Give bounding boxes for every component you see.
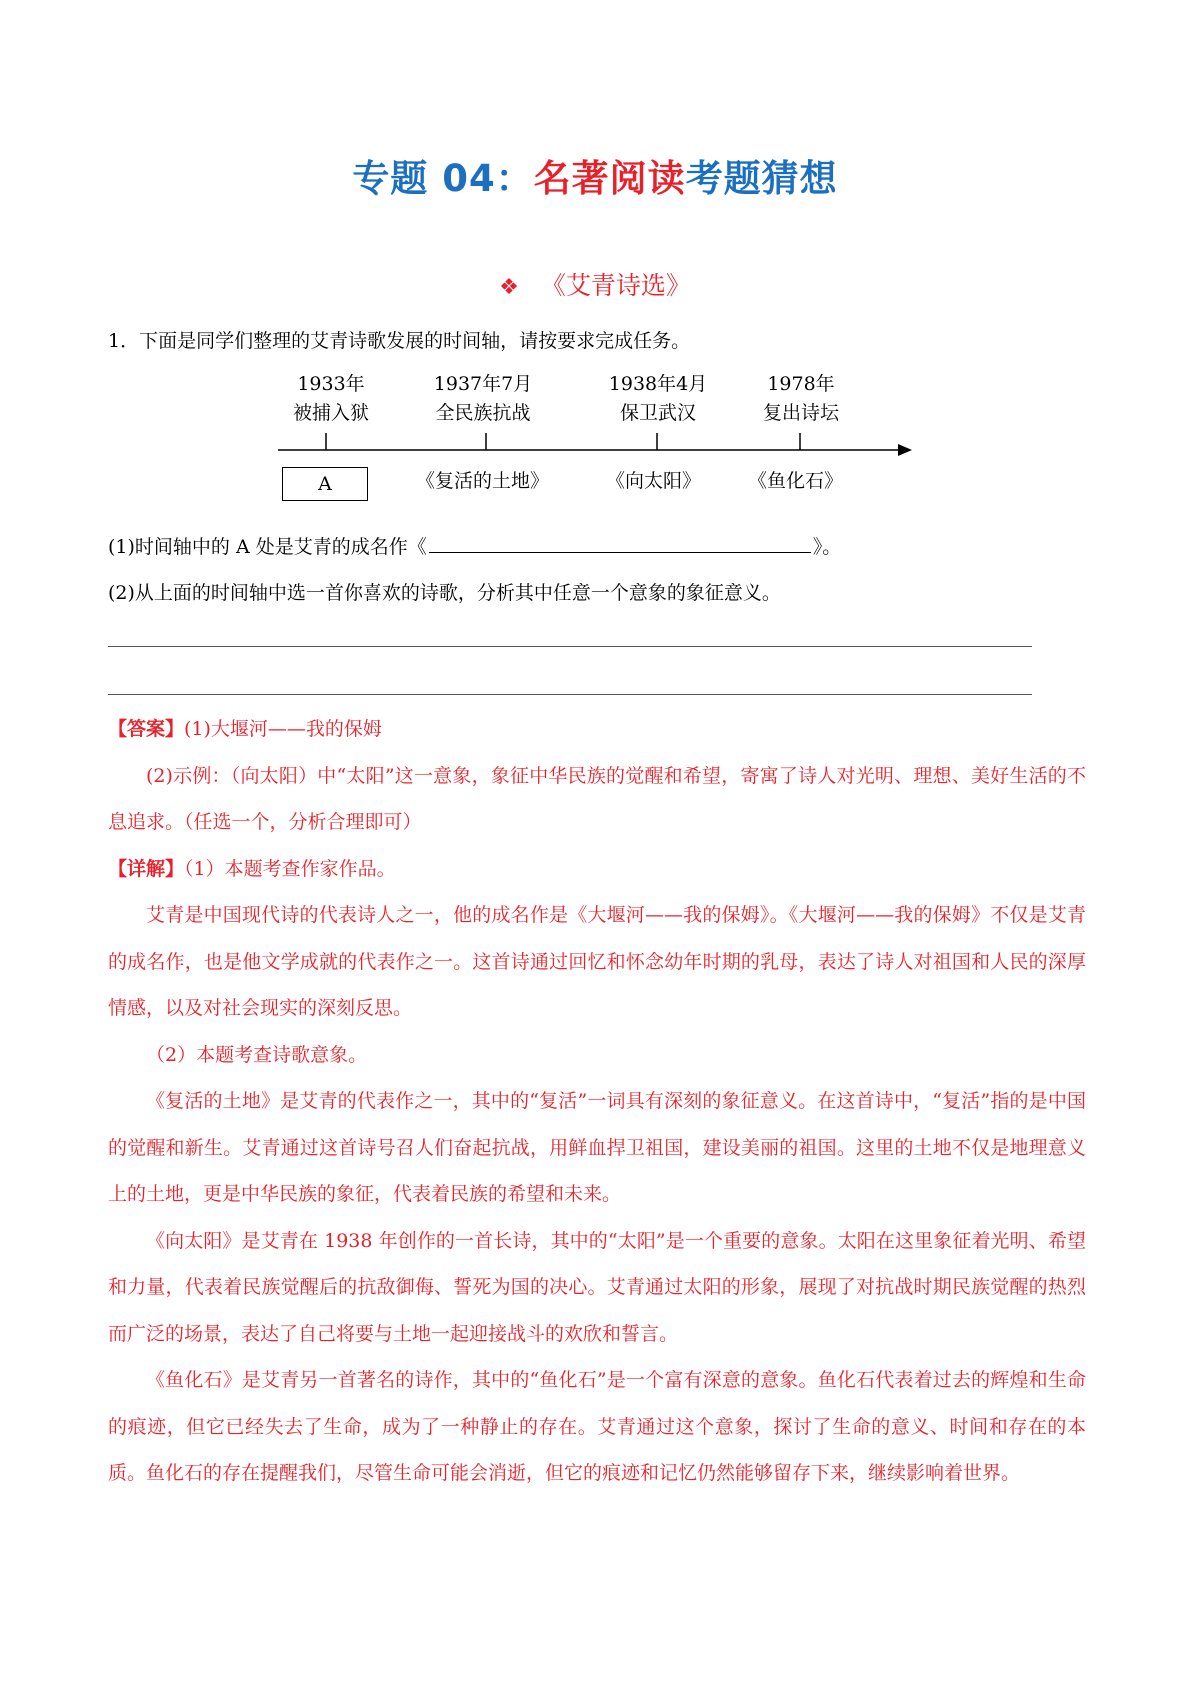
section-name: 《艾青诗选》 [540,271,691,300]
answer-label: 【答案】 [108,718,185,740]
timeline-event-3: 保卫武汉 [619,402,696,424]
timeline-poem-3: 《向太阳》 [606,470,702,492]
explain-p2: 艾青是中国现代诗的代表诗人之一，他的成名作是《大堰河——我的保姆》。《大堰河——我的保姆》不仅是艾青的成名作，也是他文学成就的代表作之一。这首诗通过回忆和怀念幼年时期的乳母，表达了诗人对祖国和人民的深厚情感，以及对社会现实的深刻反思。 [108,904,1086,1019]
timeline-poem-2: 《复活的土地》 [416,470,550,492]
sub-question-2: (2)从上面的时间轴中选一首你喜欢的诗歌，分析其中任意一个意象的象征意义。 [108,582,781,604]
timeline-label-3 [594,370,722,428]
explain-label: 【详解】 [108,857,185,880]
page-title [0,148,1190,202]
timeline-label-4 [738,370,864,428]
diamond-icon: ❖ [499,275,519,300]
timeline-event-1: 被捕入狱 [292,402,369,424]
answer-line-1[interactable] [108,646,1032,647]
explain-p4: 《复活的土地》是艾青的代表作之一，其中的“复活”一词具有深刻的象征意义。在这首诗中，“复活”指的是中国的觉醒和新生。艾青通过这首诗号召人们奋起抗战，用鲜血捍卫祖国，建设美丽的祖国。这里的土地不仅是地理意义上的土地，更是中华民族的象征，代表着民族的希望和未来。 [108,1090,1086,1205]
sub-question-1-tail: 》。 [812,536,842,558]
timeline-event-2: 全民族抗战 [435,402,531,424]
question-stem: 1．下面是同学们整理的艾青诗歌发展的时间轴，请按要求完成任务。 [108,330,691,352]
answer-blank[interactable] [429,534,811,553]
timeline-year-4: 1978年 [767,373,835,395]
timeline-year-3: 1938年4月 [608,373,708,395]
timeline-arrow-icon [898,444,912,456]
explain-p1: （1）本题考查作家作品。 [184,857,396,880]
timeline-label-2 [418,370,548,428]
explain-p6: 《鱼化石》是艾青另一首著名的诗作，其中的“鱼化石”是一个富有深意的意象。鱼化石代表着过去的辉煌和生命的痕迹，但它已经失去了生命，成为了一种静止的存在。艾青通过这个意象，探讨了生命的意义、时间和存在的本质。鱼化石的存在提醒我们，尽管生命可能会消逝，但它的痕迹和记忆仍然能够留存下来，继续影响着世界。 [108,1369,1086,1484]
answer-1: (1)大堰河——我的保姆 [184,718,382,740]
timeline-poem-4: 《鱼化石》 [748,470,844,492]
explain-p3: （2）本题考查诗歌意象。 [146,1043,368,1066]
explain-p5: 《向太阳》是艾青在 1938 年创作的一首长诗，其中的“太阳”是一个重要的意象。太阳在这里象征着光明、希望和力量，代表着民族觉醒后的抗敌御侮、誓死为国的决心。艾青通过太阳的形象，展现了对抗战时期民族觉醒的热烈而广泛的场景，表达了自己将要与土地一起迎接战斗的欢欣和誓言。 [108,1229,1086,1345]
timeline-label-1 [268,370,394,428]
timeline-poem-box-a: A [282,467,368,501]
explain-heading [108,846,1086,893]
title-part-2: 名著阅读 [533,157,686,200]
title-part-1: 专题 04： [352,157,534,200]
answer-line-2[interactable] [108,694,1032,695]
timeline-event-4: 复出诗坛 [762,402,839,424]
answer-line [108,706,1086,753]
timeline-year-1: 1933年 [297,373,365,395]
answer-2: (2)示例：（向太阳）中“太阳”这一意象，象征中华民族的觉醒和希望，寄寓了诗人对光明、理想、美好生活的不息追求。（任选一个，分析合理即可） [108,764,1086,833]
timeline-year-2: 1937年7月 [433,373,533,395]
section-heading [0,266,1190,302]
title-part-3: 考题猜想 [685,157,838,200]
answer-block [108,706,1086,1497]
sub-question-1 [108,532,841,559]
sub-question-1-text: (1)时间轴中的 A 处是艾青的成名作《 [108,536,427,558]
